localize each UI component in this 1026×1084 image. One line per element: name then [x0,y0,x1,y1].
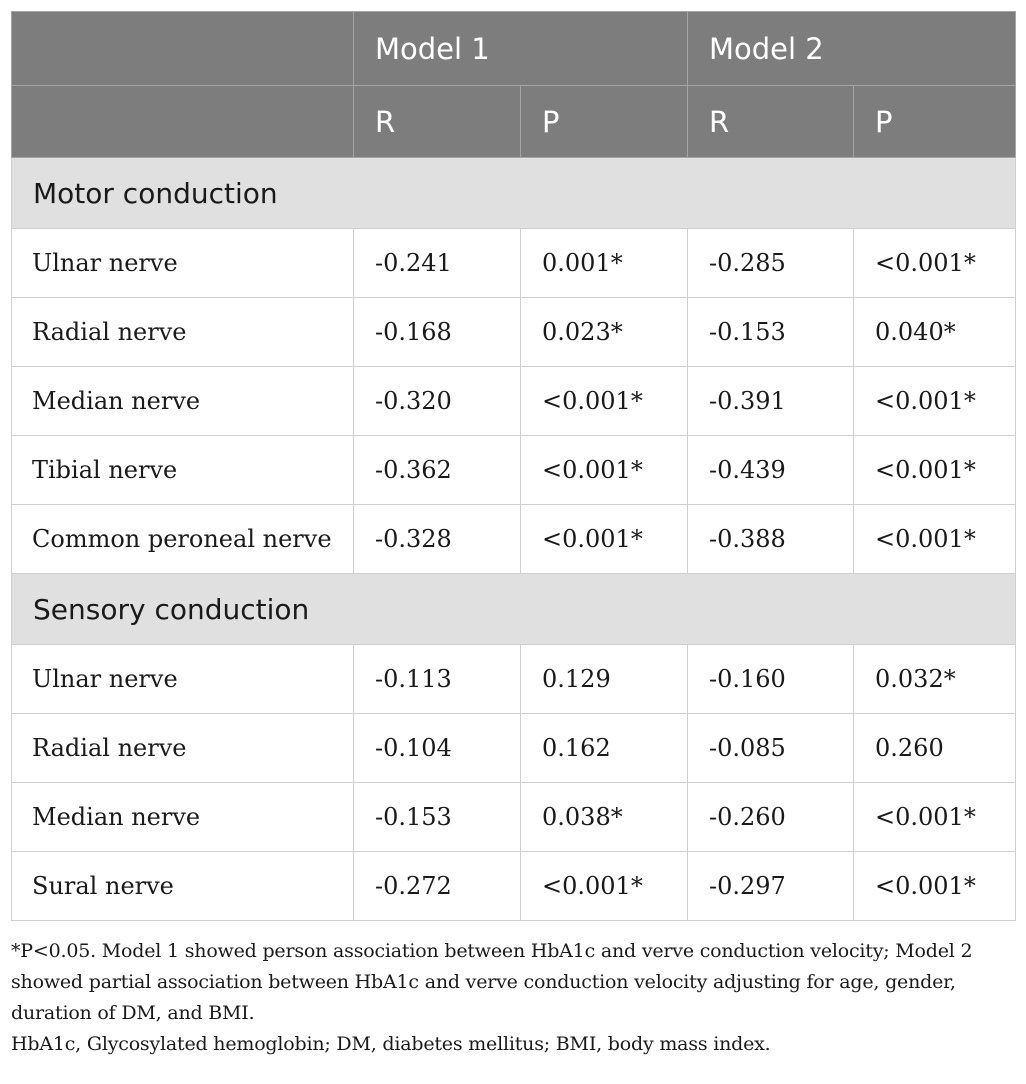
table-row [12,852,1016,921]
model-2-p-cell: <0.001* [854,367,1016,436]
model-1-r-cell: -0.328 [354,505,521,574]
table-row [12,714,1016,783]
header-model-2: Model 2 [688,12,1016,86]
header-model-1: Model 1 [354,12,688,86]
header-r-model-2: R [688,86,854,158]
model-1-r-cell: -0.362 [354,436,521,505]
header-row-stats [12,86,1016,158]
model-1-p-cell: 0.023* [521,298,688,367]
table-row [12,783,1016,852]
nerve-label-cell: Common peroneal nerve [12,505,354,574]
table-row [12,436,1016,505]
model-1-r-cell: -0.104 [354,714,521,783]
model-1-r-cell: -0.153 [354,783,521,852]
section-row [12,158,1016,229]
table-body [12,158,1016,921]
correlation-table [11,11,1016,921]
model-1-p-cell: <0.001* [521,436,688,505]
model-2-r-cell: -0.085 [688,714,854,783]
nerve-label-cell: Sural nerve [12,852,354,921]
model-2-r-cell: -0.285 [688,229,854,298]
table-footnotes [11,936,1021,1060]
model-1-r-cell: -0.168 [354,298,521,367]
header-p-model-2: P [854,86,1016,158]
model-2-r-cell: -0.391 [688,367,854,436]
table-row [12,367,1016,436]
model-2-p-cell: <0.001* [854,229,1016,298]
model-2-p-cell: <0.001* [854,436,1016,505]
nerve-label-cell: Radial nerve [12,714,354,783]
model-1-r-cell: -0.241 [354,229,521,298]
table-row [12,505,1016,574]
model-1-r-cell: -0.113 [354,645,521,714]
results-table-container [11,11,1016,921]
footnote-abbreviations: HbA1c, Glycosylated hemoglobin; DM, diabetes mellitus; BMI, body mass index. [11,1033,771,1055]
table-row [12,298,1016,367]
model-2-p-cell: 0.260 [854,714,1016,783]
table-row [12,229,1016,298]
model-1-p-cell: 0.038* [521,783,688,852]
table-row [12,645,1016,714]
section-title: Sensory conduction [12,574,1016,645]
model-1-r-cell: -0.320 [354,367,521,436]
model-2-p-cell: <0.001* [854,783,1016,852]
model-1-p-cell: <0.001* [521,367,688,436]
nerve-label-cell: Median nerve [12,367,354,436]
model-2-r-cell: -0.160 [688,645,854,714]
model-1-r-cell: -0.272 [354,852,521,921]
nerve-label-cell: Tibial nerve [12,436,354,505]
nerve-label-cell: Ulnar nerve [12,229,354,298]
model-1-p-cell: 0.129 [521,645,688,714]
section-title: Motor conduction [12,158,1016,229]
header-p-model-1: P [521,86,688,158]
model-2-p-cell: <0.001* [854,852,1016,921]
header-empty-cell [12,12,354,86]
model-2-r-cell: -0.439 [688,436,854,505]
section-row [12,574,1016,645]
model-1-p-cell: <0.001* [521,505,688,574]
nerve-label-cell: Radial nerve [12,298,354,367]
footnote-significance: *P<0.05. Model 1 showed person association between HbA1c and verve conduction velocity; Model 2 showed partial association between HbA1c and verve conduction velocity adjusting for age, gender, duration of DM, and BMI. [11,940,973,1024]
model-2-p-cell: 0.040* [854,298,1016,367]
model-1-p-cell: 0.001* [521,229,688,298]
nerve-label-cell: Ulnar nerve [12,645,354,714]
model-2-r-cell: -0.297 [688,852,854,921]
header-row-models [12,12,1016,86]
nerve-label-cell: Median nerve [12,783,354,852]
model-1-p-cell: <0.001* [521,852,688,921]
header-r-model-1: R [354,86,521,158]
model-1-p-cell: 0.162 [521,714,688,783]
model-2-r-cell: -0.153 [688,298,854,367]
model-2-r-cell: -0.260 [688,783,854,852]
model-2-p-cell: <0.001* [854,505,1016,574]
model-2-p-cell: 0.032* [854,645,1016,714]
header-empty-cell [12,86,354,158]
model-2-r-cell: -0.388 [688,505,854,574]
